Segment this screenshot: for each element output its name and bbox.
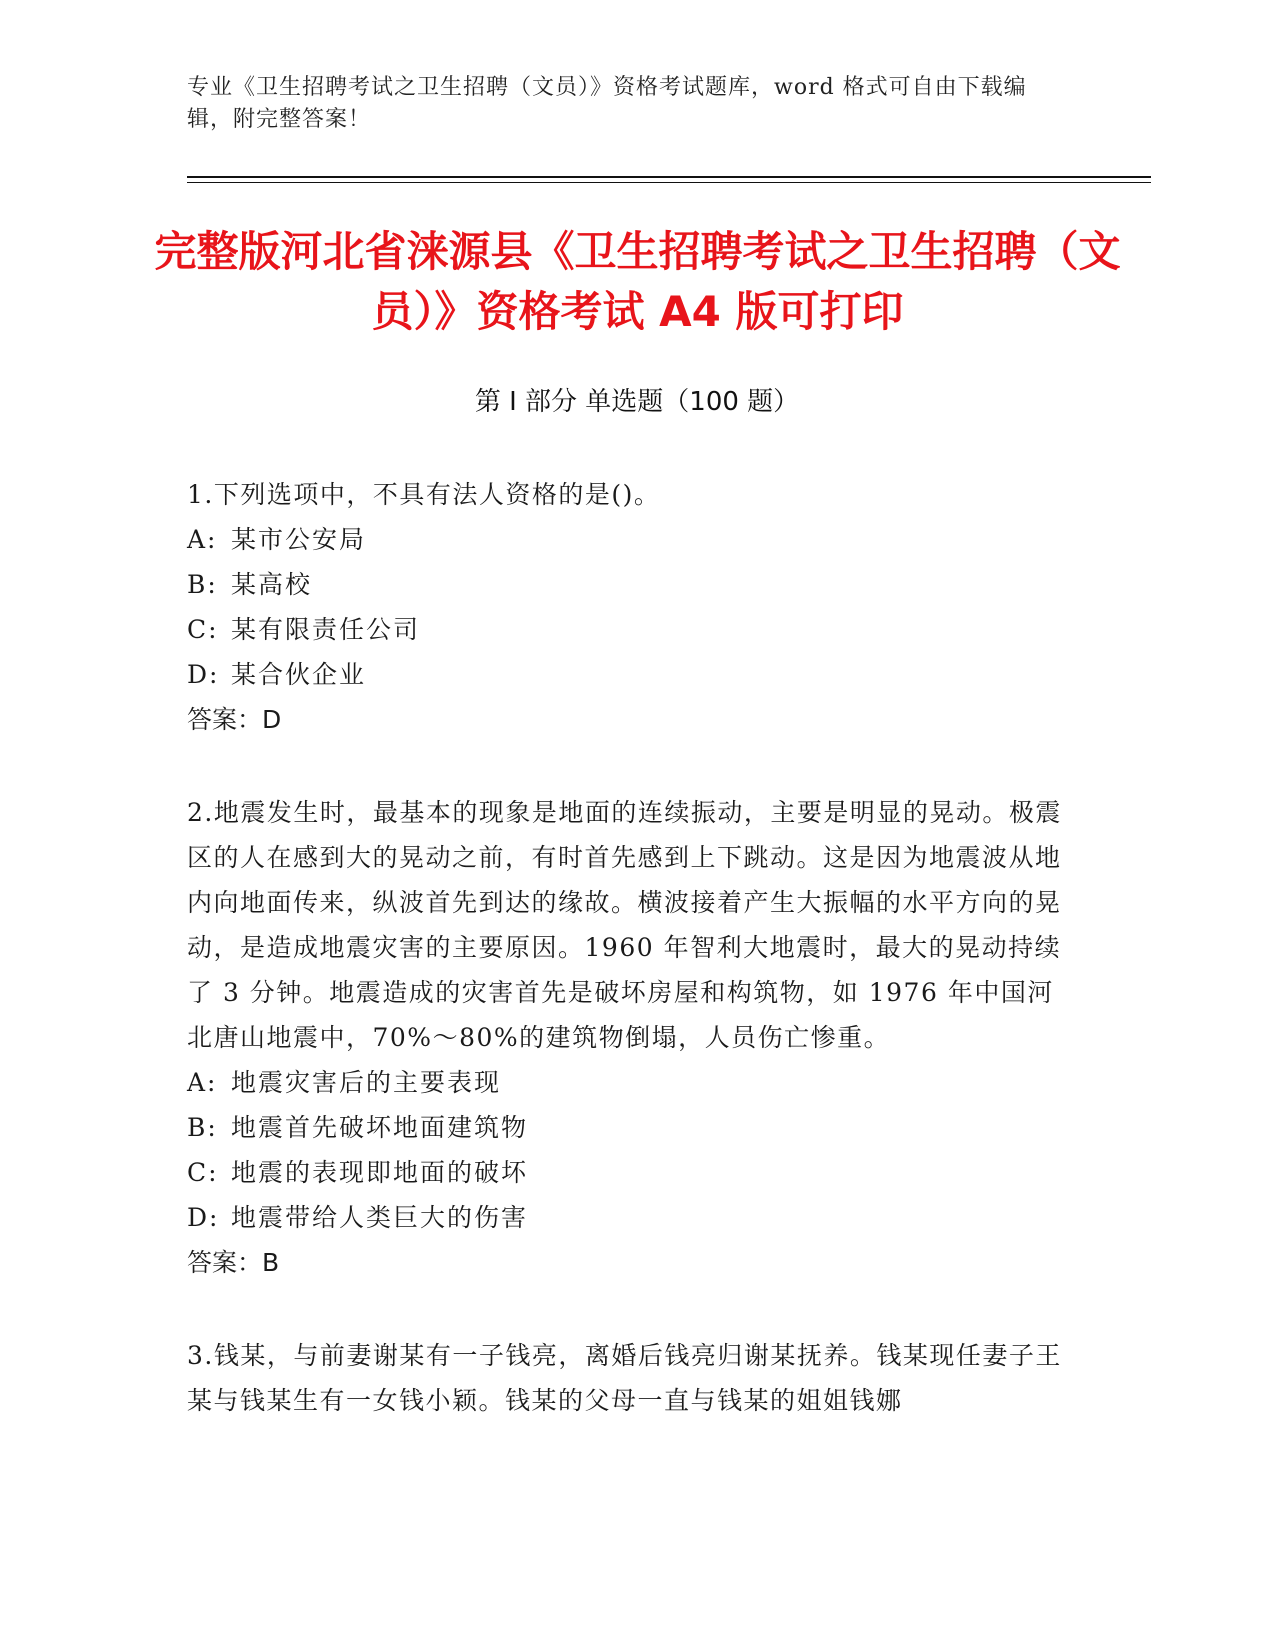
header-divider-thin: [187, 182, 1151, 183]
option-a: [187, 517, 1067, 562]
option-d: [187, 652, 1067, 697]
answer-line: 答案：D: [187, 705, 282, 734]
option-c: [187, 1150, 1067, 1195]
option-key: B:: [187, 570, 218, 599]
option-key: A:: [187, 525, 218, 554]
question-2: [187, 790, 1067, 1285]
option-key: D:: [187, 660, 220, 689]
header-note: 专业《卫生招聘考试之卫生招聘（文员）》资格考试题库，word 格式可自由下载编辑，附完整答案！: [187, 75, 1027, 132]
option-a: [187, 1060, 1067, 1105]
option-d: [187, 1195, 1067, 1240]
option-key: C:: [187, 1158, 219, 1187]
option-text: 地震首先破坏地面建筑物: [231, 1113, 529, 1142]
option-b: [187, 562, 1067, 607]
option-text: 某市公安局: [231, 525, 367, 554]
option-text: 地震的表现即地面的破坏: [231, 1158, 529, 1187]
option-key: A:: [187, 1068, 218, 1097]
section-title: 第 I 部分 单选题（100 题）: [474, 387, 800, 417]
option-b: [187, 1105, 1067, 1150]
option-text: 某高校: [231, 570, 313, 599]
option-text: 地震带给人类巨大的伤害: [231, 1203, 529, 1232]
document-title: 完整版河北省涞源县《卫生招聘考试之卫生招聘（文员）》资格考试 A4 版可打印: [154, 227, 1121, 336]
option-key: D:: [187, 1203, 220, 1232]
option-c: [187, 607, 1067, 652]
question-stem: 3.钱某，与前妻谢某有一子钱亮，离婚后钱亮归谢某抚养。钱某现任妻子王某与钱某生有一女钱小颖。钱某的父母一直与钱某的姐姐钱娜: [187, 1341, 1062, 1415]
option-text: 某合伙企业: [231, 660, 367, 689]
option-key: B:: [187, 1113, 218, 1142]
option-text: 某有限责任公司: [231, 615, 421, 644]
answer-line: 答案：B: [187, 1248, 280, 1277]
question-stem: 2.地震发生时，最基本的现象是地面的连续振动，主要是明显的晃动。极震区的人在感到大的晃动之前，有时首先感到上下跳动。这是因为地震波从地内向地面传来，纵波首先到达的缘故。横波接着产生大振幅的水平方向的晃动，是造成地震灾害的主要原因。1960 年智利大地震时，最大的晃动持续了 3 分钟。地震造成的灾害首先是破坏房屋和构筑物，如 1976 年中国河北唐山地震中，70%～80%的建筑物倒塌，人员伤亡惨重。: [187, 798, 1062, 1052]
header-divider-thick: [187, 176, 1151, 178]
option-key: C:: [187, 615, 219, 644]
question-1: [187, 472, 1067, 742]
question-stem: 1.下列选项中，不具有法人资格的是()。: [187, 480, 661, 509]
option-text: 地震灾害后的主要表现: [231, 1068, 502, 1097]
question-list: [187, 472, 1067, 1471]
question-3: [187, 1333, 1067, 1423]
